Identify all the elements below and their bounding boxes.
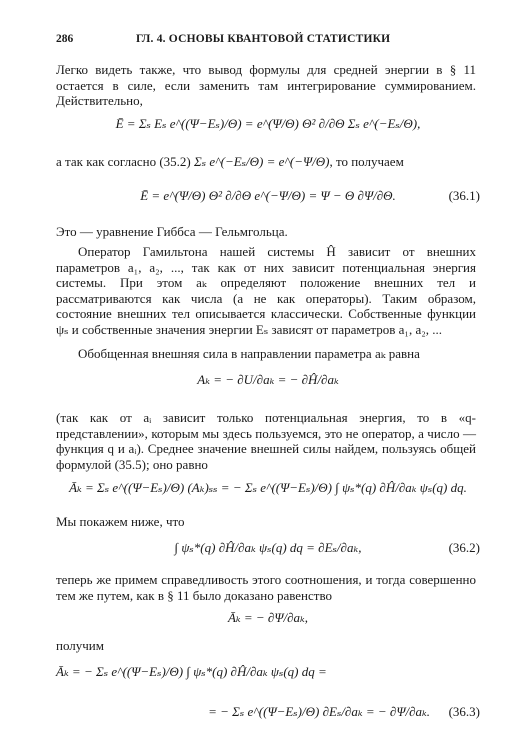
- paragraph-hamiltonian: Оператор Гамильтона нашей системы Ĥ зависит от внешних параметров a₁, a₂, ..., так как от них зависит потенциальная энергия системы. При этом aₖ определяют положение внешних тел и рассматриваются как числа (а не как операторы). Таким образом, состояние внешних тел описывается классически. Собственные функции ψₛ и собственные значения энергии Eₛ зависят от параметров a₁, a₂, ...: [56, 244, 476, 337]
- paragraph-accept: теперь же примем справедливость этого соотношения, и тогда совершенно тем же путем, как в § 11 было доказано равенство: [56, 572, 476, 603]
- equation-36-2: [56, 536, 480, 560]
- equation-text: Ē = Σₛ Eₛ e^((Ψ−Eₛ)/Θ) = e^(Ψ/Θ) Θ² ∂/∂Θ Σₛ e^(−Eₛ/Θ),: [115, 116, 421, 132]
- paragraph-show-below: Мы покажем ниже, что: [56, 514, 185, 529]
- equation-36-1: [56, 184, 480, 208]
- equation-36-3-line1: [56, 660, 480, 684]
- paragraph-since: [56, 150, 480, 174]
- since-text: а так как согласно (35.2): [56, 154, 191, 170]
- equation-text: ∫ ψₛ*(q) ∂Ĥ/∂aₖ ψₛ(q) dq = ∂Eₛ/∂aₖ,: [174, 540, 362, 556]
- equation-text: = − Σₛ e^((Ψ−Eₛ)/Θ) ∂Eₛ/∂aₖ = − ∂Ψ/∂aₖ.: [208, 704, 430, 720]
- paragraph-gibbs: Это — уравнение Гиббса — Гельмгольца.: [56, 224, 288, 239]
- paragraph-we-get: получим: [56, 638, 104, 653]
- paragraph-intro: Легко видеть также, что вывод формулы для средней энергии в § 11 остается в силе, если заменить там интегрирование суммированием. Действительно,: [56, 62, 476, 109]
- equation-number: (36.3): [448, 704, 480, 720]
- paragraph-potential: (так как от aᵢ зависит только потенциальная энергия, то в «q-представлении», которым мы здесь пользуемся, это не оператор, а число — функция q и aᵢ). Среднее значение внешней силы найдем, пользуясь общей формулой (35.5); оно равно: [56, 410, 476, 472]
- equation-36-3-line2: [56, 700, 480, 724]
- equation-force: [56, 368, 480, 392]
- paragraph-generalized-force: Обобщенная внешняя сила в направлении параметра aₖ равна: [78, 346, 420, 361]
- page-number: 286: [56, 33, 74, 45]
- equation-text: Āₖ = Σₛ e^((Ψ−Eₛ)/Θ) (Aₖ)ₛₛ = − Σₛ e^((Ψ−Eₛ)/Θ) ∫ ψₛ*(q) ∂Ĥ/∂aₖ ψₛ(q) dq.: [69, 480, 467, 496]
- equation-number: (36.2): [448, 540, 480, 556]
- equation-mean-energy: [56, 112, 480, 136]
- chapter-title: ГЛ. 4. ОСНОВЫ КВАНТОВОЙ СТАТИСТИКИ: [136, 33, 391, 45]
- equation-number: (36.1): [448, 188, 480, 204]
- equation-text: Āₖ = − Σₛ e^((Ψ−Eₛ)/Θ) ∫ ψₛ*(q) ∂Ĥ/∂aₖ ψₛ(q) dq =: [56, 664, 327, 680]
- equation-equality: [56, 606, 480, 630]
- equation-inline: Σₛ e^(−Eₛ/Θ) = e^(−Ψ/Θ): [194, 154, 330, 170]
- equation-text: Āₖ = − ∂Ψ/∂aₖ,: [227, 610, 309, 626]
- equation-mean-force: [56, 476, 480, 500]
- running-header: [56, 32, 468, 48]
- equation-text: Aₖ = − ∂U/∂aₖ = − ∂Ĥ/∂aₖ: [197, 372, 339, 388]
- we-get-text: , то получаем: [329, 154, 404, 170]
- equation-text: Ē = e^(Ψ/Θ) Θ² ∂/∂Θ e^(−Ψ/Θ) = Ψ − Θ ∂Ψ/∂Θ.: [140, 188, 396, 204]
